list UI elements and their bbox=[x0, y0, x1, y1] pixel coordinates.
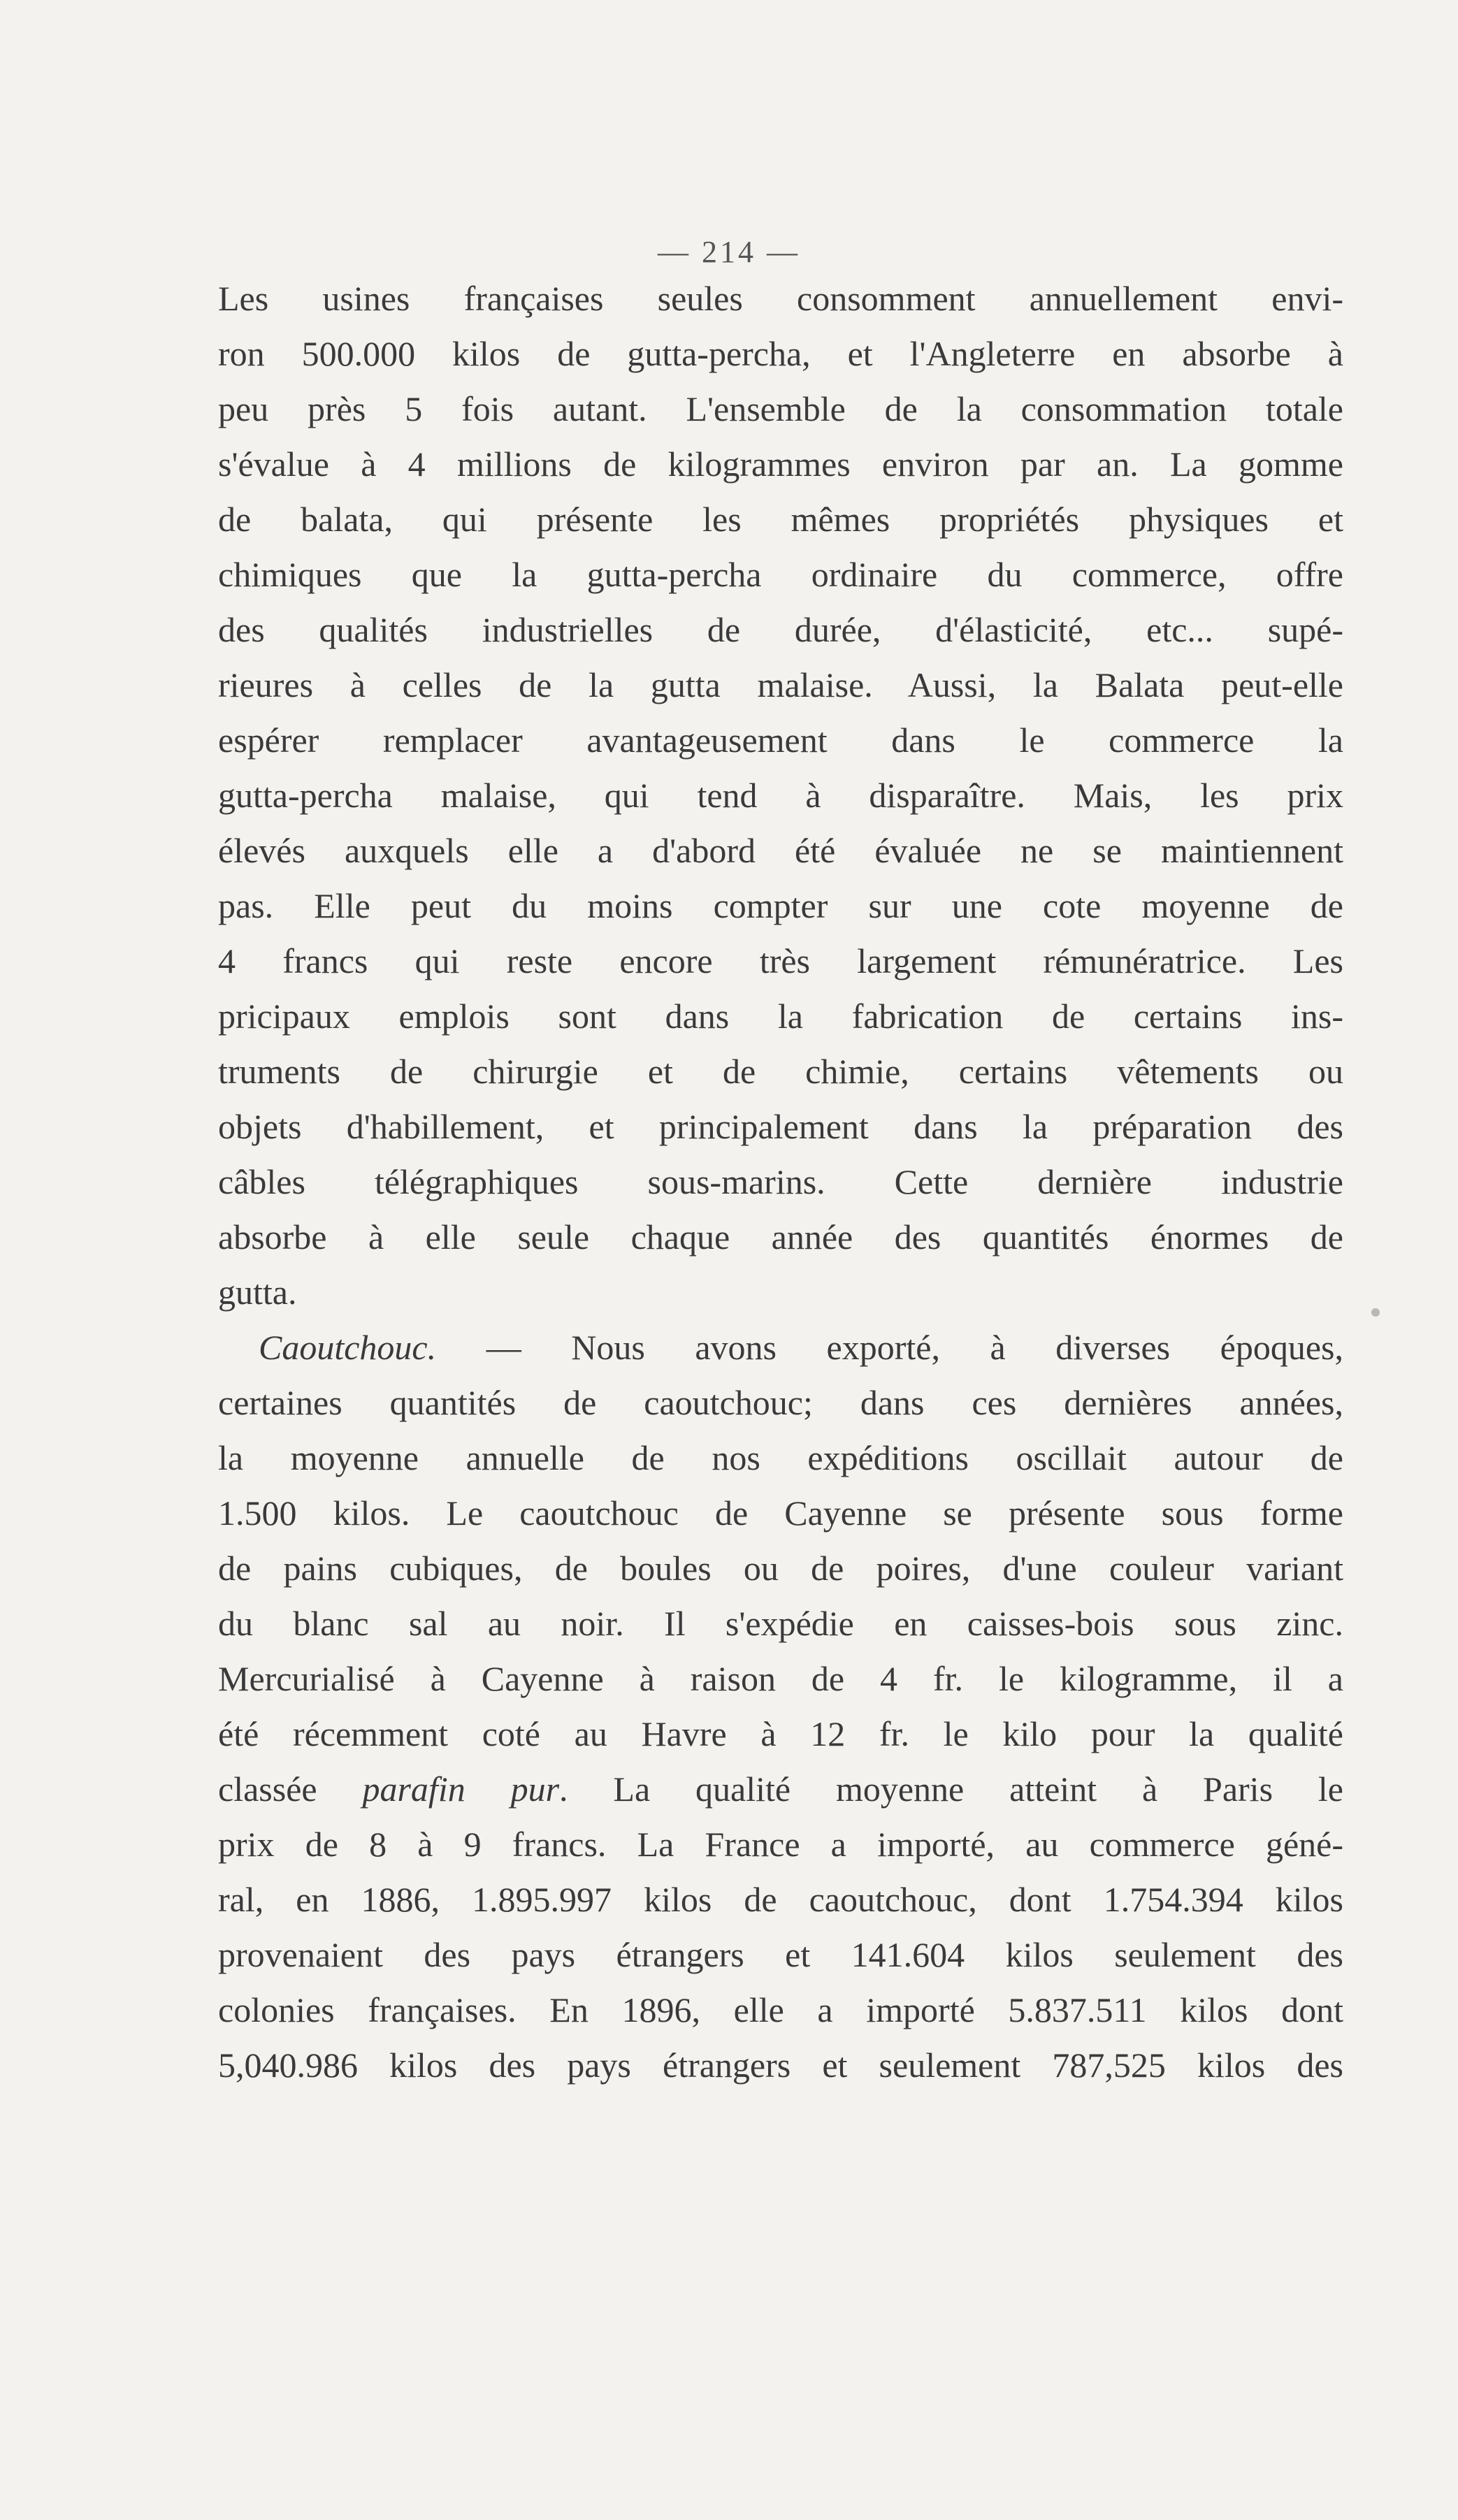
body-text bbox=[218, 271, 1343, 2093]
text-line: peu près 5 fois autant. L'ensemble de la consommation totale bbox=[218, 389, 1343, 428]
italic-term-parafin-pur: parafin pur bbox=[362, 1769, 560, 1809]
text-line: ral, en 1886, 1.895.997 kilos de caoutchouc, dont 1.754.394 kilos bbox=[218, 1880, 1343, 1919]
text-line: espérer remplacer avantageusement dans le commerce la bbox=[218, 720, 1343, 760]
text-line: de pains cubiques, de boules ou de poires, d'une couleur variant bbox=[218, 1549, 1343, 1588]
text-line: chimiques que la gutta-percha ordinaire du commerce, offre bbox=[218, 555, 1343, 594]
text-line: gutta. bbox=[218, 1273, 297, 1312]
text-line: truments de chirurgie et de chimie, certains vêtements ou bbox=[218, 1052, 1343, 1091]
paper-speck bbox=[1371, 1308, 1380, 1317]
text-segment: classée bbox=[218, 1769, 363, 1809]
text-line: provenaient des pays étrangers et 141.604 kilos seulement des bbox=[218, 1935, 1343, 1974]
text-line: rieures à celles de la gutta malaise. Aussi, la Balata peut-elle bbox=[218, 665, 1343, 704]
text-line: 5,040.986 kilos des pays étrangers et seulement 787,525 kilos des bbox=[218, 2045, 1343, 2085]
text-line: certaines quantités de caoutchouc; dans ces dernières années, bbox=[218, 1383, 1343, 1422]
text-line: Les usines françaises seules consomment annuellement envi- bbox=[218, 279, 1343, 318]
text-line: des qualités industrielles de durée, d'élasticité, etc... supé- bbox=[218, 610, 1343, 649]
section-heading-caoutchouc: Caoutchouc. bbox=[259, 1328, 437, 1367]
text-line: absorbe à elle seule chaque année des quantités énormes de bbox=[218, 1217, 1343, 1257]
text-line: ron 500.000 kilos de gutta-percha, et l'Angleterre en absorbe à bbox=[218, 334, 1343, 373]
text-segment: — Nous avons exporté, à diverses époques, bbox=[436, 1328, 1343, 1367]
text-line: colonies françaises. En 1896, elle a importé 5.837.511 kilos dont bbox=[218, 1990, 1343, 2029]
text-line: élevés auxquels elle a d'abord été évaluée ne se maintiennent bbox=[218, 831, 1343, 870]
section-heading-line bbox=[218, 1320, 1343, 1375]
text-line: pricipaux emplois sont dans la fabrication de certains ins- bbox=[218, 997, 1343, 1036]
text-line: câbles télégraphiques sous-marins. Cette dernière industrie bbox=[218, 1162, 1343, 1201]
text-line: prix de 8 à 9 francs. La France a importé, au commerce géné- bbox=[218, 1825, 1343, 1864]
text-line: été récemment coté au Havre à 12 fr. le kilo pour la qualité bbox=[218, 1714, 1343, 1753]
text-line: pas. Elle peut du moins compter sur une cote moyenne de bbox=[218, 886, 1343, 925]
text-line: 4 francs qui reste encore très largement rémunératrice. Les bbox=[218, 941, 1343, 980]
text-line: s'évalue à 4 millions de kilogrammes environ par an. La gomme bbox=[218, 444, 1343, 484]
text-line: de balata, qui présente les mêmes propriétés physiques et bbox=[218, 500, 1343, 539]
text-line: 1.500 kilos. Le caoutchouc de Cayenne se présente sous forme bbox=[218, 1493, 1343, 1533]
text-line-classee bbox=[218, 1762, 1343, 1817]
text-line: Mercurialisé à Cayenne à raison de 4 fr. le kilogramme, il a bbox=[218, 1659, 1343, 1698]
text-segment: . La qualité moyenne atteint à Paris le bbox=[559, 1769, 1343, 1809]
text-line: objets d'habillement, et principalement dans la préparation des bbox=[218, 1107, 1343, 1146]
text-line: gutta-percha malaise, qui tend à disparaître. Mais, les prix bbox=[218, 776, 1343, 815]
text-line: du blanc sal au noir. Il s'expédie en caisses-bois sous zinc. bbox=[218, 1604, 1343, 1643]
page-number: — 214 — bbox=[658, 235, 800, 269]
text-line: la moyenne annuelle de nos expéditions oscillait autour de bbox=[218, 1438, 1343, 1477]
